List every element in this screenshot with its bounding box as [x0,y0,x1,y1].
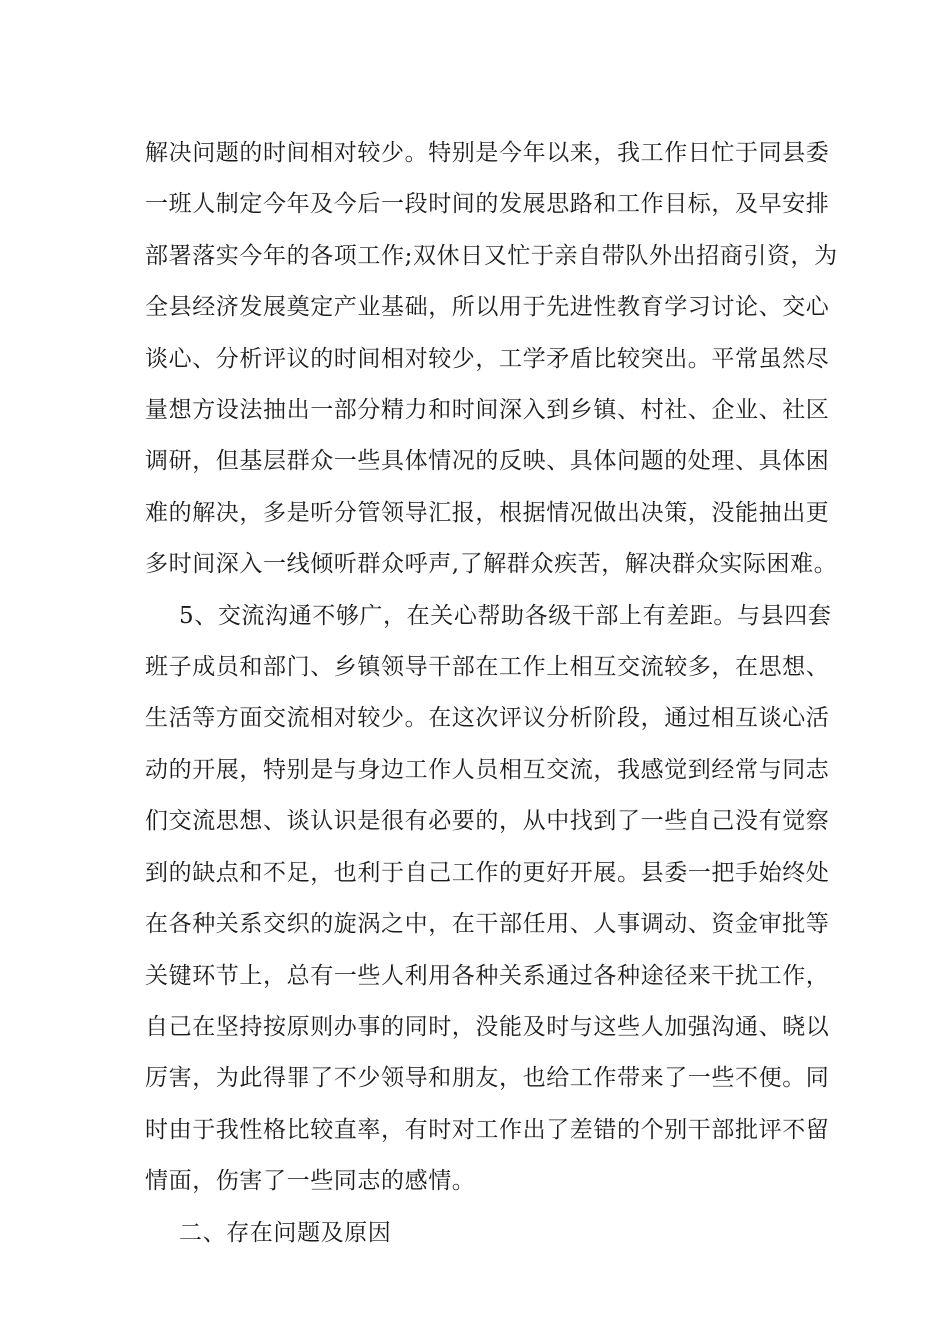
text-line: 班子成员和部门、乡镇领导干部在工作上相互交流较多，在思想、 [145,654,830,681]
section-heading-text: 二、存在问题及原因 [179,1219,392,1246]
text-line: 调研，但基层群众一些具体情况的反映、具体问题的处理、具体困 [145,448,830,475]
text-line: 部署落实今年的各项工作;双休日又忙于亲自带队外出招商引资，为 [145,242,838,269]
text-line: 动的开展，特别是与身边工作人员相互交流，我感觉到经常与同志 [145,756,830,783]
paragraph-1 [145,128,838,591]
text-line: 量想方设法抽出一部分精力和时间深入到乡镇、村社、企业、社区 [145,397,830,424]
text-line: 谈心、分析评议的时间相对较少，工学矛盾比较突出。平常虽然尽 [145,345,830,372]
text-line: 全县经济发展奠定产业基础，所以用于先进性教育学习讨论、交心 [145,294,830,321]
text-line: 解决问题的时间相对较少。特别是今年以来，我工作日忙于同县委 [145,140,830,166]
paragraph-2 [145,591,832,1208]
text-line: 5、交流沟通不够广，在关心帮助各级干部上有差距。与县四套 [179,602,832,629]
text-line: 一班人制定今年及今后一段时间的发展思路和工作目标，及早安排 [145,191,830,218]
section-heading [145,1208,807,1259]
text-line: 厉害，为此得罪了不少领导和朋友，也给工作带来了一些不便。同 [145,1065,830,1092]
text-line: 生活等方面交流相对较少。在这次评议分析阶段，通过相互谈心活 [145,705,830,732]
text-line: 到的缺点和不足，也利于自己工作的更好开展。县委一把手始终处 [145,859,830,886]
text-line: 在各种关系交织的旋涡之中，在干部任用、人事调动、资金审批等 [145,911,830,938]
text-line: 们交流思想、谈认识是很有必要的，从中找到了一些自己没有觉察 [145,808,830,835]
text-line: 难的解决，多是听分管领导汇报，根据情况做出决策，没能抽出更 [145,499,830,526]
text-line: 自己在坚持按原则办事的同时，没能及时与这些人加强沟通、晓以 [145,1013,830,1040]
text-line: 时由于我性格比较直率，有时对工作出了差错的个别干部批评不留 [145,1116,830,1143]
document-body [145,128,838,1259]
text-line: 关键环节上，总有一些人利用各种关系通过各种途径来干扰工作， [145,962,830,989]
text-line: 情面，伤害了一些同志的感情。 [145,1168,476,1195]
text-line: 多时间深入一线倾听群众呼声,了解群众疾苦，解决群众实际困难。 [145,551,838,578]
